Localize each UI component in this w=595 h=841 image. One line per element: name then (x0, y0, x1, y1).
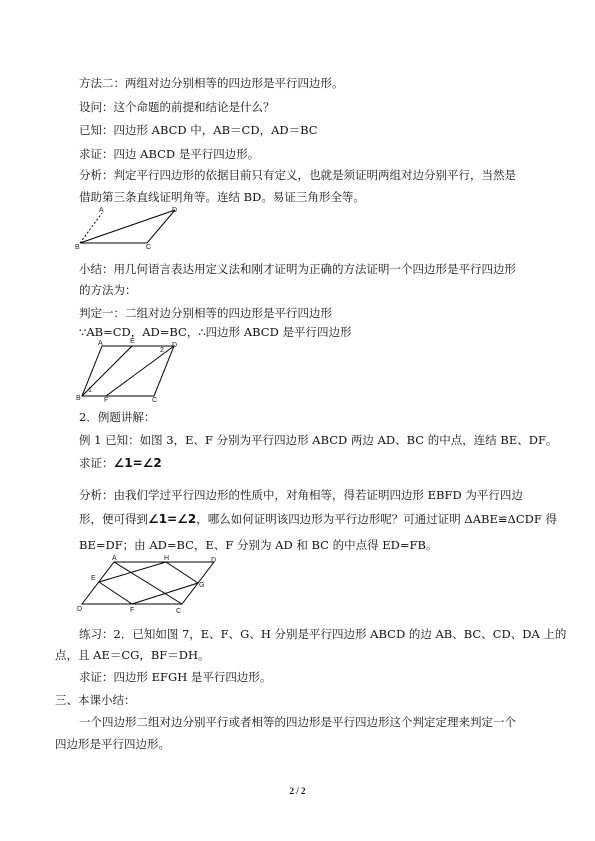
angle-equality: ∠1=∠2 (113, 456, 162, 470)
label-g: G (199, 582, 205, 589)
label-f: F (130, 607, 135, 614)
text-segment: 形，便可得到 (79, 512, 148, 526)
label-a: A (98, 340, 103, 347)
text-line: 求证：四边 ABCD 是平行四边形。 (79, 147, 260, 161)
text-line: 的方法为： (79, 283, 137, 297)
label-angle-2: 2 (160, 347, 164, 354)
label-c: C (146, 244, 152, 250)
angle-equality: ∠1=∠2 (148, 512, 197, 526)
text-line (79, 511, 557, 527)
label-angle-1: 1 (88, 387, 92, 394)
text-line: 分析：判定平行四边形的依据目前只有定义，也就是须证明两组对边分别平行，当然是 (79, 168, 516, 182)
text-line: 借助第三条直线证明角等。连结 BD。易证三角形全等。 (79, 190, 365, 204)
text-line: BE=DF；由 AD=BC，E、F 分别为 AD 和 BC 的中点得 ED=FB。 (79, 538, 438, 552)
figure-parallelogram-efgh (74, 554, 224, 616)
text-line: 一个四边形二组对边分别平行或者相等的四边形是平行四边形这个判定定理来判定一个 (79, 715, 516, 729)
text-line: 2．例题讲解： (79, 410, 156, 424)
text-line: 例 1 已知：如图 3，E、F 分别为平行四边形 ABCD 两边 AD、BC 的中点，连结 BE、DF。 (79, 433, 558, 447)
figure-parallelogram-abcd (72, 205, 192, 250)
label-a: A (112, 555, 117, 562)
text-line: 判定一：二组对边分别相等的四边形是平行四边形 (79, 306, 332, 320)
label-d: D (172, 342, 178, 349)
label-h: H (164, 555, 170, 562)
label-e: E (130, 338, 135, 345)
text-line: 三、本课小结： (55, 693, 136, 707)
text-line: ∵AB=CD，AD=BC，∴四边形 ABCD 是平行四边形 (79, 325, 352, 339)
text-line: 已知：四边形 ABCD 中，AB＝CD，AD＝BC (79, 123, 318, 137)
label-b: D (77, 606, 83, 613)
text-line: 求证：四边形 EFGH 是平行四边形。 (79, 670, 272, 684)
label-c: C (176, 608, 182, 615)
text-line: 分析：由我们学过平行四边形的性质中，对角相等，得若证明四边形 EBFD 为平行四边 (79, 488, 523, 502)
text-line (79, 455, 162, 471)
label-f: F (104, 397, 109, 403)
label-b: B (76, 395, 81, 402)
label-d: D (211, 557, 217, 564)
text-line: 练习：2．已知如图 7，E、F、G、H 分别是平行四边形 ABCD 的边 AB、BC、CD、DA 上的 (79, 627, 567, 641)
text-line: 四边形是平行四边形。 (55, 737, 170, 751)
label-prove: 求证： (79, 456, 114, 470)
page-number: 2 / 2 (289, 786, 306, 796)
text-segment: ，哪么如何证明该四边形为平行边形呢？可通过证明 ΔABE≌ΔCDF 得 (196, 512, 557, 526)
text-line: 点，且 AE＝CG，BF＝DH。 (55, 648, 210, 662)
label-d: D (172, 207, 178, 214)
label-e: E (91, 575, 96, 582)
figure-parallelogram-ef (74, 338, 186, 403)
text-line: 小结：用几何语言表达用定义法和刚才证明为正确的方法证明一个四边形是平行四边形 (79, 262, 516, 276)
text-line: 设问：这个命题的前提和结论是什么？ (79, 100, 275, 114)
label-b: B (75, 244, 80, 250)
label-a: A (99, 207, 104, 214)
label-c: C (152, 397, 158, 403)
text-line: 方法二：两组对边分别相等的四边形是平行四边形。 (79, 76, 344, 90)
